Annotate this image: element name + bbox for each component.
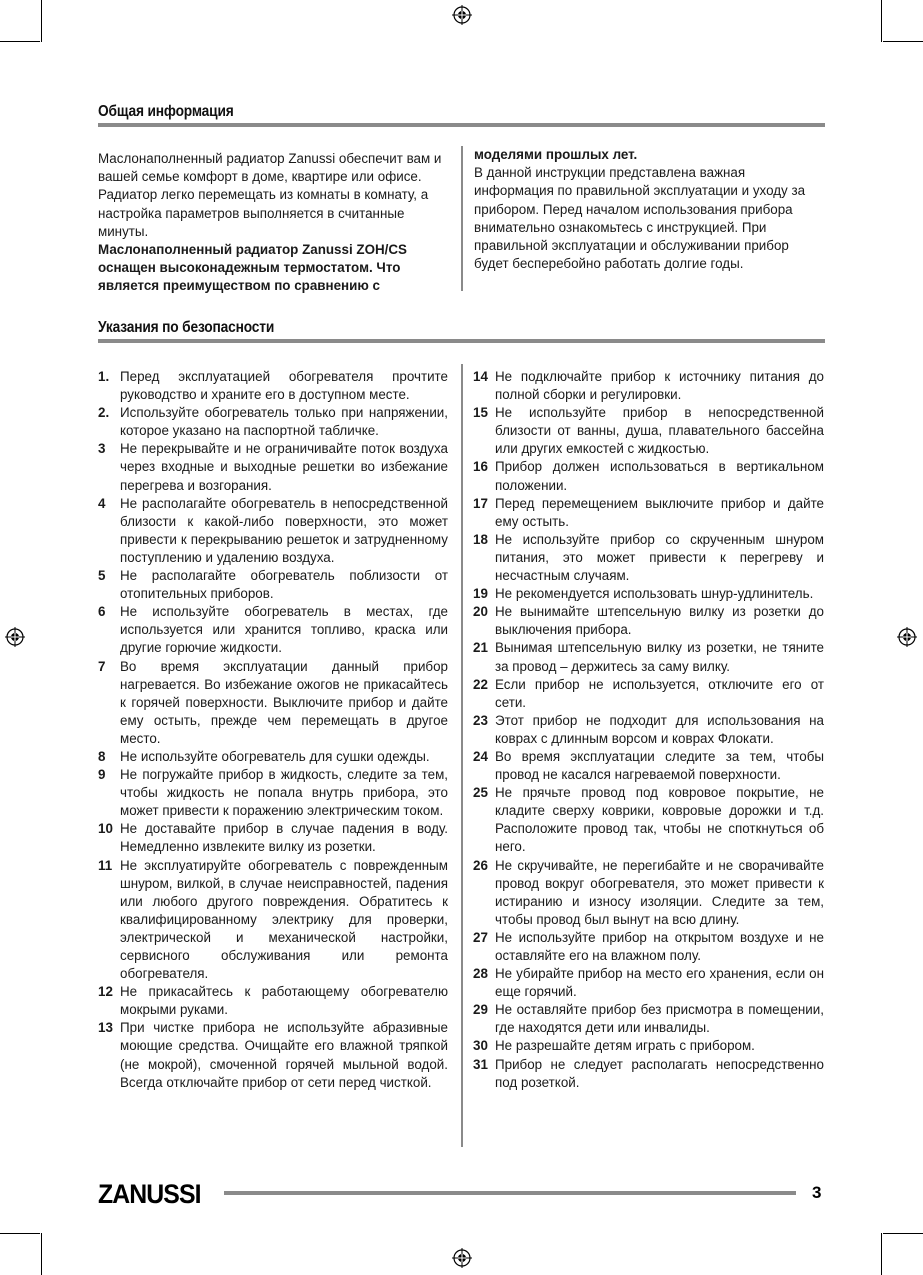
safety-item — [473, 1037, 824, 1055]
page-number: 3 — [812, 1183, 822, 1202]
safety-item — [98, 983, 448, 1019]
safety-item-text: Не перекрывайте и не ограничивайте поток воздуха через входные и выходные решетки во избежание перегрева и возгорания. — [120, 441, 448, 493]
safety-item-text: Не располагайте обогреватель поблизости от отопительных приборов. — [120, 568, 448, 602]
safety-item-number: 9 — [98, 767, 106, 783]
safety-list-right — [473, 368, 824, 1092]
safety-item-text: Не располагайте обогреватель в непосредственной близости к какой-либо поверхности, это может привести к перекрыванию решеток и затрудненному поступлению и удалению воздуха. — [120, 495, 448, 565]
safety-item — [473, 404, 824, 458]
safety-item-number: 26 — [473, 857, 488, 873]
safety-item-number: 6 — [98, 604, 106, 620]
safety-item — [98, 748, 448, 766]
safety-item-number: 19 — [473, 586, 488, 602]
registration-mark-icon — [897, 627, 917, 647]
safety-item-number: 18 — [473, 531, 488, 547]
safety-item-number: 12 — [98, 984, 113, 1000]
safety-item — [473, 1001, 824, 1037]
safety-item — [473, 857, 824, 929]
section-title-general: Общая информация — [98, 103, 234, 120]
safety-item — [98, 567, 448, 603]
footer-rule — [224, 1191, 796, 1195]
safety-item-number: 17 — [473, 495, 488, 511]
safety-item-number: 21 — [473, 640, 488, 656]
safety-item — [98, 766, 448, 820]
safety-item — [473, 929, 824, 965]
safety-item-number: 15 — [473, 405, 488, 421]
safety-item-text: Не прячьте провод под ковровое покрытие, не кладите сверху коврики, ковровые дорожки и т.д. Расположите провод так, чтобы не споткнуться об него. — [495, 785, 824, 855]
registration-mark-icon — [452, 1248, 472, 1268]
safety-item-number: 3 — [98, 441, 106, 457]
safety-item-text: Если прибор не используется, отключите его от сети. — [495, 676, 824, 710]
safety-item — [98, 1019, 448, 1091]
safety-item-number: 22 — [473, 676, 488, 692]
safety-item-text: Не рекомендуется использовать шнур-удлинитель. — [495, 586, 814, 602]
safety-item-number: 16 — [473, 459, 488, 475]
safety-item-number: 20 — [473, 604, 488, 620]
registration-mark-icon — [5, 627, 25, 647]
safety-item — [473, 495, 824, 531]
safety-item-text: Прибор должен использоваться в вертикальном положении. — [495, 459, 824, 493]
intro-right-column — [474, 146, 819, 273]
safety-item — [473, 712, 824, 748]
safety-item-text: Не используйте прибор со скрученным шнуром питания, это может привести к перегреву и несчастным случаям. — [495, 531, 824, 584]
safety-item-text: Не убирайте прибор на место его хранения, если он еще горячий. — [495, 966, 824, 1000]
safety-item-text: Не вынимайте штепсельную вилку из розетки до выключения прибора. — [495, 604, 824, 638]
safety-item-number: 7 — [98, 658, 106, 674]
intro-left-bold-text: Маслонаполненный радиатор Zanussi ZOH/CS оснащен высоконадежным термостатом. Что является преимуществом по сравнению с — [98, 242, 407, 294]
safety-item — [473, 1056, 824, 1092]
safety-item-text: Вынимая штепсельную вилку из розетки, не тяните за провод – держитесь за саму вилку. — [495, 640, 824, 674]
safety-list-left — [98, 368, 448, 1092]
safety-item-number: 30 — [473, 1038, 488, 1054]
safety-item-number: 23 — [473, 712, 488, 728]
safety-item — [473, 748, 824, 784]
safety-item-text: Не разрешайте детям играть с прибором. — [495, 1038, 755, 1054]
column-divider — [461, 364, 463, 1147]
column-divider — [461, 146, 463, 291]
safety-item-number: 14 — [473, 369, 488, 384]
crop-mark-icon — [881, 1233, 882, 1275]
safety-item-number: 13 — [98, 1020, 113, 1036]
safety-item-number: 27 — [473, 929, 488, 945]
safety-item-text: Не прикасайтесь к работающему обогревателю мокрыми руками. — [120, 984, 448, 1018]
safety-item — [473, 368, 824, 404]
safety-item-number: 24 — [473, 748, 488, 764]
safety-item — [473, 639, 824, 675]
safety-item-text: Используйте обогреватель только при напряжении, которое указано на паспортной табличке. — [120, 405, 448, 439]
safety-item — [473, 603, 824, 639]
section-title-safety: Указания по безопасности — [98, 319, 275, 336]
safety-item — [98, 658, 448, 748]
crop-mark-icon — [883, 1233, 923, 1234]
safety-item-text: Во время эксплуатации следите за тем, чтобы провод не касался нагреваемой поверхности. — [495, 748, 824, 783]
section-rule — [98, 339, 825, 343]
safety-item-number: 8 — [98, 748, 106, 764]
safety-item — [473, 585, 824, 603]
safety-item-number: 25 — [473, 785, 488, 801]
safety-item-number: 10 — [98, 821, 113, 837]
safety-item-text: Во время эксплуатации данный прибор нагревается. Во избежание ожогов не прикасайтесь к горячей поверхности. Выключите прибор и дайте ему остыть, прежде чем перемещать в другое место. — [120, 658, 448, 746]
crop-mark-icon — [0, 1233, 40, 1234]
safety-item — [98, 820, 448, 856]
safety-item — [473, 531, 824, 585]
registration-mark-icon — [452, 5, 472, 25]
safety-item — [473, 458, 824, 494]
crop-mark-icon — [883, 41, 923, 42]
intro-left-column — [98, 150, 443, 296]
safety-item-number: 11 — [98, 857, 113, 873]
safety-item-number: 28 — [473, 966, 488, 982]
safety-item-number: 1. — [98, 369, 110, 384]
safety-item-number: 5 — [98, 568, 106, 584]
safety-item — [473, 965, 824, 1001]
crop-mark-icon — [0, 41, 40, 42]
safety-item — [98, 495, 448, 567]
zanussi-logo: ZANUSSI — [98, 1179, 201, 1209]
section-rule — [98, 123, 825, 127]
safety-item — [98, 603, 448, 657]
crop-mark-icon — [881, 0, 882, 42]
safety-item-number: 2. — [98, 405, 110, 421]
safety-item-text: Не оставляйте прибор без присмотра в помещении, где находятся дети или инвалиды. — [495, 1002, 824, 1036]
safety-item — [98, 404, 448, 440]
safety-item — [473, 784, 824, 856]
safety-item-number: 31 — [473, 1056, 488, 1072]
safety-item-text: Не доставайте прибор в случае падения в воду. Немедленно извлеките вилку из розетки. — [120, 821, 448, 855]
safety-item-text: Не используйте обогреватель в местах, где используется или хранится топливо, краска или другие горючие жидкости. — [120, 604, 448, 656]
safety-item-text: Не эксплуатируйте обогреватель с поврежденным шнуром, вилкой, в случае неисправностей, падения или любого другого повреждения. Обратитесь к квалифицированному электрику для проверки, электрической и механической настройки, сервисного обслуживания или ремонта обогревателя. — [120, 857, 448, 982]
safety-item-text: Этот прибор не подходит для использования на коврах с длинным ворсом и коврах Флокати. — [495, 712, 824, 746]
safety-item-text: Не скручивайте, не перегибайте и не сворачивайте провод вокруг обогревателя, это может привести к истиранию и износу изоляции. Следите за тем, чтобы провод был вынут на всю длину. — [495, 857, 824, 927]
safety-item-number: 4 — [98, 495, 106, 511]
crop-mark-icon — [41, 0, 42, 42]
safety-item-text: Перед эксплуатацией обогревателя прочтите руководство и храните его в доступном месте. — [120, 369, 448, 403]
safety-item — [98, 368, 448, 404]
intro-right-bold-text: моделями прошлых лет. — [474, 147, 638, 162]
safety-item-text: Не подключайте прибор к источнику питания до полной сборки и регулировки. — [495, 369, 824, 403]
safety-item-text: Не используйте прибор на открытом воздухе и не оставляйте его на влажном полу. — [495, 929, 824, 963]
safety-item — [98, 440, 448, 494]
safety-item — [473, 676, 824, 712]
safety-item-text: Не используйте прибор в непосредственной близости от ванны, душа, плавательного бассейна или других емкостей с жидкостью. — [495, 405, 824, 457]
safety-item-text: Перед перемещением выключите прибор и дайте ему остыть. — [495, 495, 824, 529]
safety-item — [98, 857, 448, 984]
intro-right-text: В данной инструкции представлена важная информация по правильной эксплуатации и уходу за прибором. Перед началом использования прибора внимательно ознакомьтесь с инструкцией. При правильной эксплуатации и обслуживании прибор будет бесперебойно работать долгие годы. — [474, 165, 806, 272]
safety-item-text: При чистке прибора не используйте абразивные моющие средства. Очищайте его влажной тряпкой (не мокрой), смоченной горячей мыльной водой. Всегда отключайте прибор от сети перед чисткой. — [120, 1020, 448, 1090]
crop-mark-icon — [41, 1233, 42, 1275]
safety-item-text: Прибор не следует располагать непосредственно под розеткой. — [495, 1056, 824, 1090]
safety-item-number: 29 — [473, 1002, 488, 1018]
safety-item-text: Не погружайте прибор в жидкость, следите за тем, чтобы жидкость не попала внутрь прибора, это может привести к поражению электрическим током. — [120, 767, 448, 819]
intro-left-text: Маслонаполненный радиатор Zanussi обеспечит вам и вашей семье комфорт в доме, квартире или офисе. Радиатор легко перемещать из комнаты в комнату, а настройка параметров выполняется в считанные минуты. — [98, 151, 442, 239]
safety-item-text: Не используйте обогреватель для сушки одежды. — [120, 748, 430, 764]
